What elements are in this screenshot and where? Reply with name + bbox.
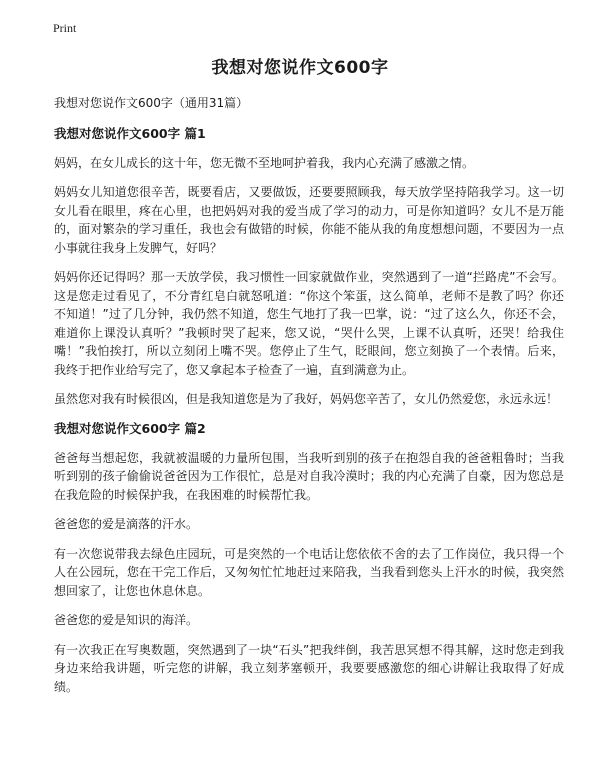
paragraph: 妈妈，在女儿成长的这十年，您无微不至地呵护着我，我内心充满了感激之情。	[54, 155, 475, 170]
paragraph: 有一次我正在写奥数题，突然遇到了一块“石头”把我绊倒，我苦思冥想不得其解，这时您走到我身边来给我讲题，听完您的讲解，我立刻茅塞顿开，我要要感激您的细心讲解让我取得了好成绩。	[54, 642, 564, 694]
paragraph: 妈妈女儿知道您很辛苦，既要看店，又要做饭，还要要照顾我，每天放学坚持陪我学习。这一切女儿看在眼里，疼在心里，也把妈妈对我的爱当成了学习的动力，可是你知道吗？女儿不是万能的，面对繁杂的学习重任，我也会有做错的时候，你能不能从我的角度想想问题，不要因为一点小事就往我身上发脾气，好吗？	[54, 185, 564, 255]
page-title: 我想对您说作文600字	[211, 58, 389, 78]
paragraph: 有一次您说带我去绿色庄园玩，可是突然的一个电话让您依依不舍的去了工作岗位，我只得一个人在公园玩，您在干完工作后，又匆匆忙忙地赶过来陪我，当我看到您头上汗水的时候，我突然想回家了，让您也休息休息。	[54, 546, 564, 598]
paragraph: 爸爸您的爱是知识的海洋。	[54, 613, 199, 627]
paragraph: 爸爸每当想起您，我就被温暖的力量所包围，当我听到别的孩子在抱怨自我的爸爸粗鲁时；当我听到别的孩子偷偷说爸爸因为工作很忙，总是对自我冷漠时；我的内心充满了自豪，因为您总是在我危险的时候保护我，在我困难的时候帮忙我。	[54, 450, 564, 502]
section-heading-1: 我想对您说作文600字 篇1	[54, 125, 206, 141]
paragraph: 爸爸您的爱是滴落的汗水。	[54, 517, 199, 531]
paragraph: 虽然您对我有时候很凶，但是我知道您是为了我好，妈妈您辛苦了，女儿仍然爱您，永远永远！	[54, 392, 559, 406]
article-subtitle: 我想对您说作文600字（通用31篇）	[54, 96, 249, 110]
section-heading-2: 我想对您说作文600字 篇2	[54, 420, 206, 436]
print-link[interactable]: Print	[53, 21, 77, 35]
paragraph: 妈妈你还记得吗？那一天放学侯，我习惯性一回家就做作业，突然遇到了一道“拦路虎”不会写。这是您走过看见了，不分青红皂白就怒吼道：“你这个笨蛋，这么简单，老师不是教了吗？你还不知道！”过了几分钟，我仍然不知道，您生气地打了我一巴掌，说：“过了这么久，你还不会，难道你上课没认真听？”我顿时哭了起来，您又说，“哭什么哭，上课不认真听，还哭！给我住嘴！”我怕挨打，所以立刻闭上嘴不哭。您停止了生气，眨眼间，您立刻换了一个表情。后来，我终于把作业给写完了，您又拿起本子检查了一遍，直到满意为止。	[54, 270, 564, 377]
article-body	[54, 94, 564, 707]
